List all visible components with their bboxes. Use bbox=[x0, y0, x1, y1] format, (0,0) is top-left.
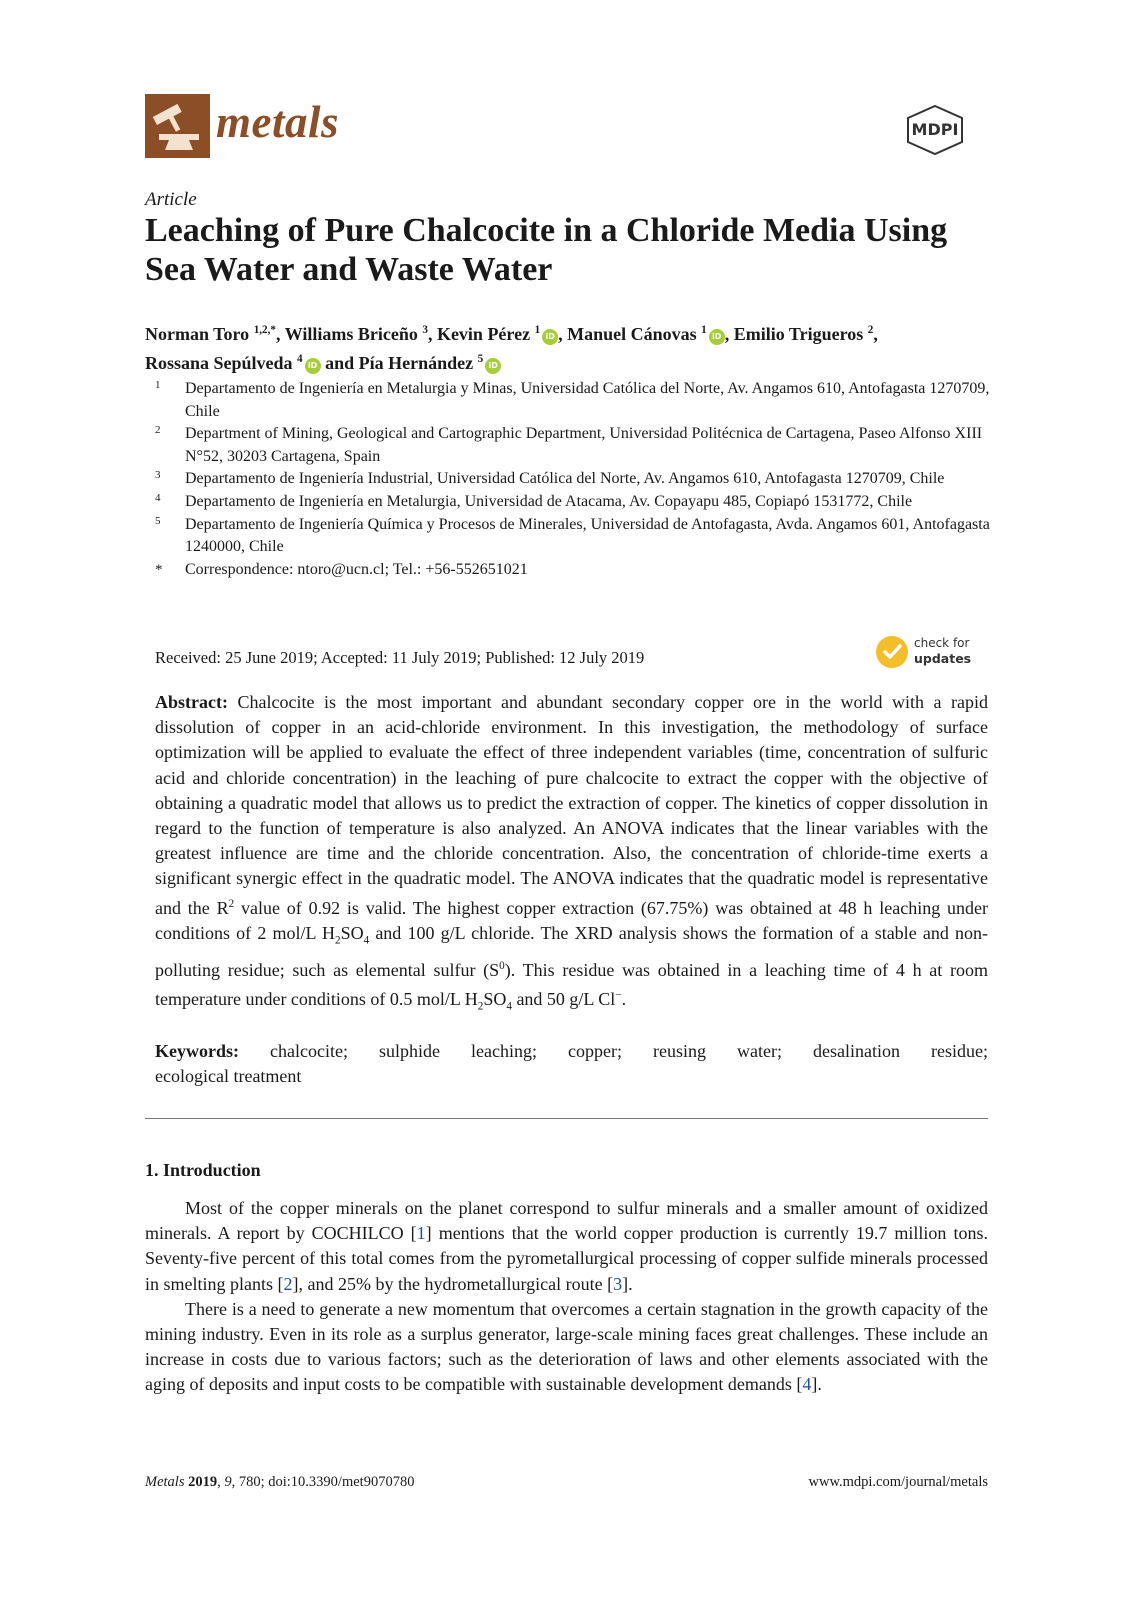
keywords-text: ecological treatment bbox=[155, 1066, 302, 1087]
abstract bbox=[155, 690, 988, 1020]
section-heading: 1. Introduction bbox=[145, 1160, 261, 1180]
abstract-text: . bbox=[621, 988, 627, 1009]
correspondence-mark: * bbox=[155, 561, 163, 578]
check-updates-line2: updates bbox=[914, 651, 972, 666]
keywords-text: chalcocite; sulphide leaching; copper; reusing water; desalination residue; bbox=[270, 1041, 989, 1061]
correspondence-text[interactable]: Correspondence: ntoro@ucn.cl; Tel.: +56-552651021 bbox=[185, 560, 528, 578]
affiliation-text: Departamento de Ingeniería en Metalurgia, Universidad de Atacama, Av. Copayapu 485, Copiapó 1531772, Chile bbox=[185, 492, 913, 510]
paragraph-text: There is a need to generate a new momentum that overcomes a certain stagnation in the growth capacity of the mining industry. Even in its role as a surplus generator, large-scale mining faces great challenges. These include an increase in costs due to various factors; such as the deterioration of laws and other elements associated with the aging of deposits and input costs to be compatible with sustainable development demands [ bbox=[145, 1298, 988, 1395]
abstract-subscript: 4 bbox=[363, 934, 370, 947]
paragraph-text: ], and 25% by the hydrometallurgical route [ bbox=[292, 1273, 614, 1294]
author-name[interactable]: Pía Hernández bbox=[358, 353, 474, 373]
footer-volume: 9 bbox=[224, 1474, 232, 1490]
abstract-label: Abstract: bbox=[155, 692, 228, 712]
paragraph bbox=[145, 1196, 988, 1297]
author-name[interactable]: Rossana Sepúlveda bbox=[145, 353, 293, 373]
affiliation-item bbox=[145, 491, 995, 514]
paragraph-text: Most of the copper minerals on the planet correspond to sulfur minerals and a smaller amount of oxidized minerals. A report by COCHILCO [ bbox=[145, 1198, 988, 1244]
author-list: Norman Toro $^{1,2,*}$, Williams Briceño $^3$, Kevin Pérez $^1$iD , Manuel Cánovas $^1$iD , Emilio Trigueros $^2$, Rossana Sepúlveda $^4$iD and Pía Hernández $^5$iD bbox=[145, 324, 878, 373]
affiliation-item bbox=[145, 468, 995, 491]
article-type: Article bbox=[145, 189, 197, 210]
article-title: Leaching of Pure Chalcocite in a Chloride Media Using Sea Water and Waste Water bbox=[145, 212, 948, 288]
keywords-label: Keywords: bbox=[155, 1041, 239, 1061]
keywords bbox=[155, 1039, 988, 1089]
affiliation-item bbox=[145, 514, 995, 559]
abstract-superscript: − bbox=[615, 988, 622, 1001]
journal-logo-icon bbox=[145, 94, 210, 158]
affiliation-text: Department of Mining, Geological and Cartographic Department, Universidad Politécnica de Cartagena, Paseo Alfonso XIII N°52, 30203 Cartagena, Spain bbox=[185, 425, 983, 465]
correspondence-item bbox=[145, 559, 995, 582]
author-affiliation-sup: 1 bbox=[701, 324, 707, 336]
footer-journal: Metals bbox=[145, 1474, 185, 1490]
paragraph-text: ]. bbox=[622, 1273, 633, 1294]
abstract-superscript: 2 bbox=[228, 897, 235, 910]
affiliation-number: 4 bbox=[155, 491, 161, 504]
affiliation-number: 5 bbox=[155, 514, 161, 527]
publication-dates: Received: 25 June 2019; Accepted: 11 July 2019; Published: 12 July 2019 bbox=[155, 648, 645, 667]
citation-link[interactable]: 2 bbox=[283, 1273, 293, 1294]
affiliations-list bbox=[145, 378, 995, 581]
citation-link[interactable]: 1 bbox=[416, 1223, 426, 1244]
abstract-text: SO bbox=[483, 988, 507, 1009]
orcid-icon[interactable]: iD bbox=[305, 358, 321, 374]
abstract-subscript: 2 bbox=[334, 934, 341, 947]
author-affiliation-sup: 4 bbox=[297, 353, 303, 365]
introduction-body bbox=[145, 1196, 988, 1398]
abstract-text: and 50 g/L Cl bbox=[511, 988, 616, 1009]
check-for-updates-button[interactable] bbox=[876, 636, 986, 672]
author-affiliation-sup: 1,2, bbox=[253, 324, 271, 336]
author-affiliation-sup: 5 bbox=[477, 353, 484, 365]
affiliation-number: 3 bbox=[155, 469, 161, 482]
citation-link[interactable]: 3 bbox=[613, 1273, 623, 1294]
footer-url[interactable]: www.mdpi.com/journal/metals bbox=[808, 1474, 988, 1490]
footer-year: 2019 bbox=[188, 1474, 218, 1490]
affiliation-item bbox=[145, 378, 995, 423]
orcid-icon[interactable]: iD bbox=[709, 329, 725, 345]
publisher-name: MDPI bbox=[911, 120, 959, 139]
abstract-superscript: 0 bbox=[499, 959, 505, 972]
affiliation-item bbox=[145, 423, 995, 468]
author-name[interactable]: Kevin Pérez bbox=[436, 324, 531, 344]
abstract-text: Chalcocite is the most important and abundant secondary copper ore in the world with a rapid dissolution of copper in an acid-chloride environment. In this investigation, the methodology of surface optimization will be applied to evaluate the effect of three independent variables (time, concentration of sulfuric acid and chloride concentration) in the leaching of pure chalcocite to extract the copper with the objective of obtaining a quadratic model that allows us to predict the extraction of copper. The kinetics of copper dissolution in regard to the function of temperature is also analyzed. An ANOVA indicates that the linear variables with the greatest influence are time and the chloride concentration. Also, the concentration of chloride-time exerts a significant synergic effect in the quadratic model. The ANOVA indicates that the quadratic model is representative and the R bbox=[155, 692, 988, 918]
footer-citation: Metals 2019, 9, 780; doi:10.3390/met9070780 bbox=[145, 1474, 415, 1490]
affiliation-number: 1 bbox=[155, 379, 161, 391]
abstract-text: ). This residue was obtained in a leaching time of 4 h at room temperature under conditions of 0.5 mol/L H bbox=[155, 959, 988, 1009]
and-conjunction: and bbox=[325, 353, 355, 373]
abstract-subscript: 4 bbox=[506, 1000, 512, 1013]
paragraph-text: ] mentions that the world copper production is currently 19.7 million tons. Seventy-five percent of this total comes from the pyrometallurgical processing of copper sulfide minerals processed in smelting plants [ bbox=[145, 1223, 988, 1294]
orcid-icon[interactable]: iD bbox=[485, 358, 501, 374]
check-mark-icon bbox=[876, 636, 908, 668]
affiliation-text: Departamento de Ingeniería en Metalurgia y Minas, Universidad Católica del Norte, Av. Angamos 610, Antofagasta 1270709, Chile bbox=[185, 380, 990, 420]
author-name[interactable]: Williams Briceño bbox=[284, 324, 418, 344]
corresponding-mark: * bbox=[270, 324, 276, 336]
author-name[interactable]: Emilio Trigueros bbox=[733, 324, 864, 344]
publisher-logo-icon bbox=[904, 104, 966, 161]
author-name[interactable]: Manuel Cánovas bbox=[567, 324, 697, 344]
footer-doi[interactable]: , 780; doi:10.3390/met9070780 bbox=[231, 1474, 415, 1490]
affiliation-number: 2 bbox=[155, 424, 161, 437]
affiliation-text: Departamento de Ingeniería Química y Procesos de Minerales, Universidad de Antofagasta, Avda. Angamos 601, Antofagasta 1240000, Chile bbox=[185, 515, 990, 556]
paragraph-text: ]. bbox=[811, 1374, 822, 1395]
abstract-text: SO bbox=[340, 922, 364, 943]
author-affiliation-sup: 3 bbox=[422, 324, 428, 336]
author-affiliation-sup: 1 bbox=[534, 324, 541, 336]
affiliation-text: Departamento de Ingeniería Industrial, Universidad Católica del Norte, Av. Angamos 610, Antofagasta 1270709, Chile bbox=[185, 470, 945, 488]
orcid-icon[interactable]: iD bbox=[542, 329, 558, 345]
citation-link[interactable]: 4 bbox=[802, 1374, 812, 1395]
abstract-subscript: 2 bbox=[477, 1000, 484, 1013]
author-name[interactable]: Norman Toro bbox=[145, 324, 250, 344]
paragraph bbox=[145, 1297, 988, 1398]
section-divider bbox=[145, 1118, 988, 1119]
abstract-text: and 100 g/L chloride. The XRD analysis shows the formation of a stable and non-polluting residue; such as elemental sulfur (S bbox=[155, 922, 988, 980]
author-affiliation-sup: 2 bbox=[867, 324, 874, 336]
journal-name: metals bbox=[216, 97, 339, 147]
abstract-text: value of 0.92 is valid. The highest copper extraction (67.75%) was obtained at 48 h leaching under conditions of 2 mol/L H bbox=[155, 897, 988, 943]
check-updates-line1: check for bbox=[914, 636, 970, 650]
